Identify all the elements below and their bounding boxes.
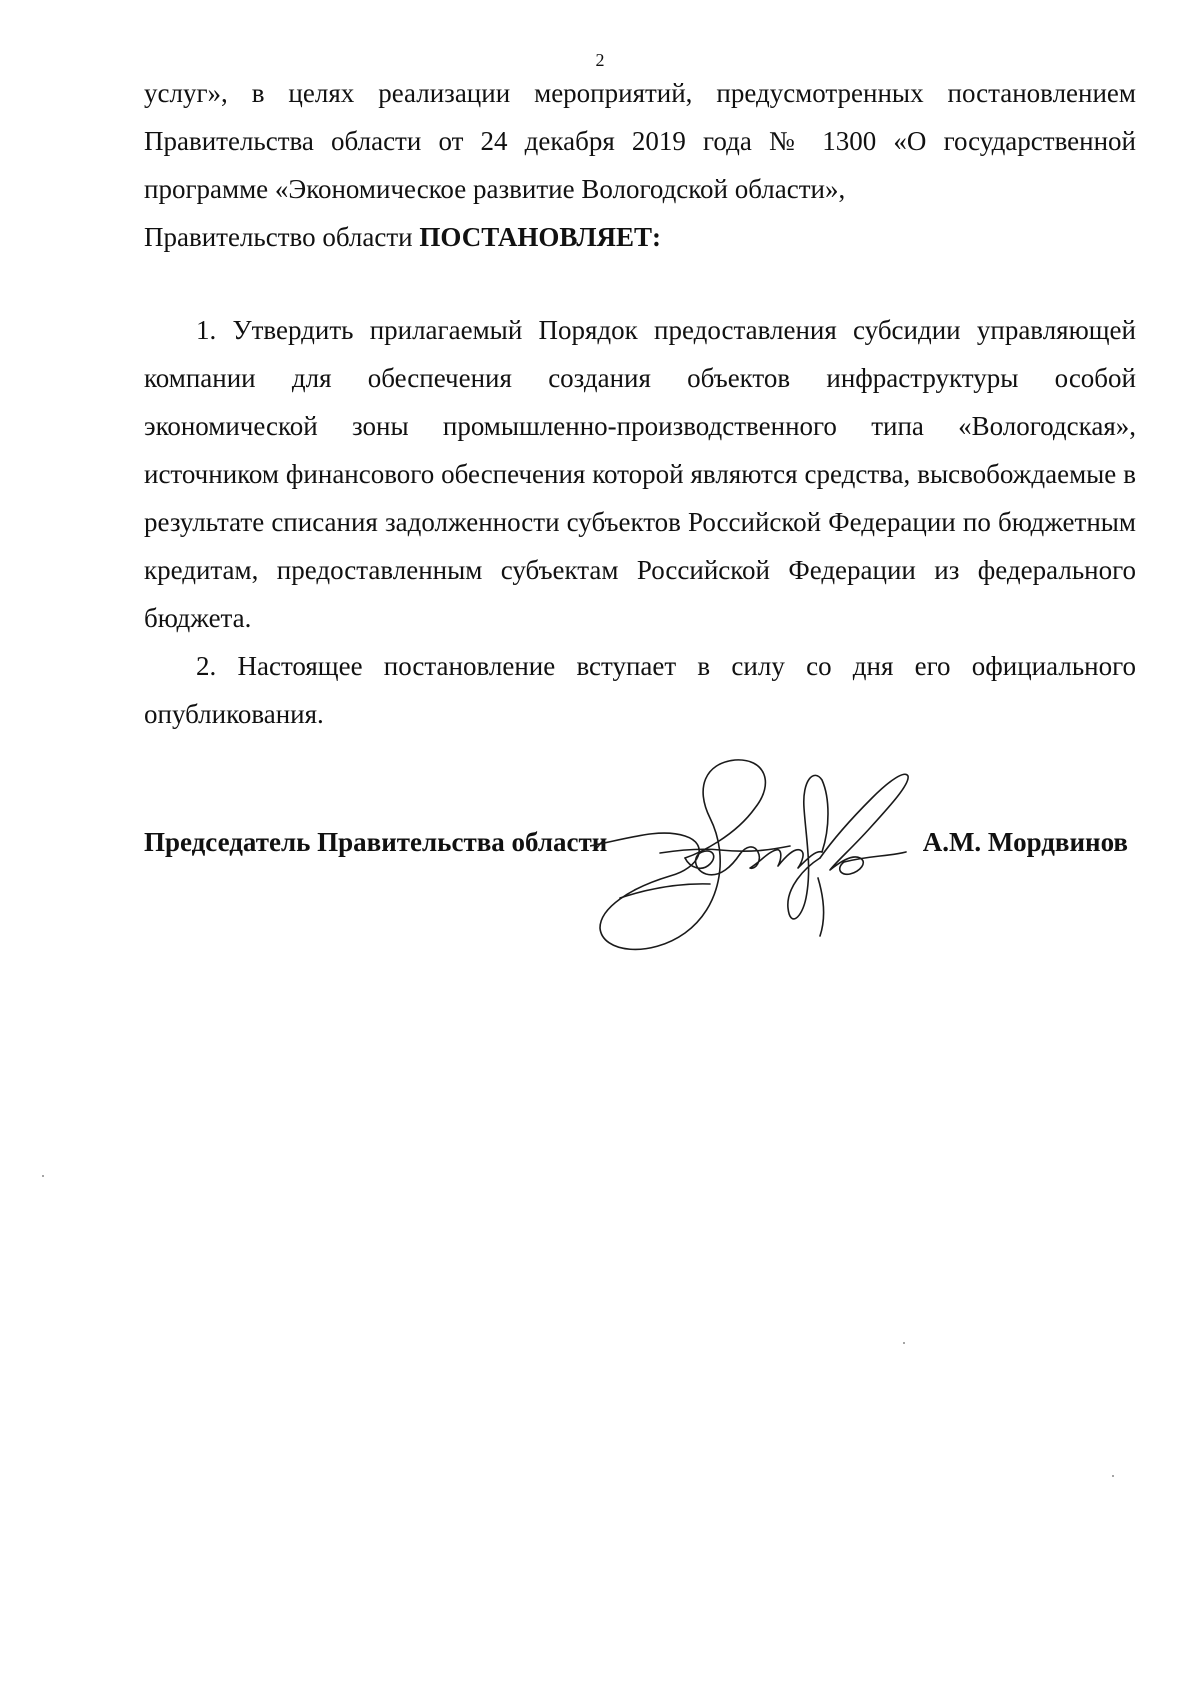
- resolution-line: [144, 213, 1136, 261]
- scan-speck: [1112, 1475, 1114, 1477]
- handwritten-signature: [590, 758, 950, 958]
- scan-speck: [42, 1175, 44, 1177]
- clause-2: 2. Настоящее постановление вступает в силу со дня его официального опубликования.: [144, 651, 1136, 729]
- preamble-paragraph: услуг», в целях реализации мероприятий, предусмотренных постановлением Правительства области от 24 декабря 2019 года № 1300 «О государственной программе «Экономическое развитие Вологодской области»,: [144, 78, 1136, 204]
- document-body: [144, 69, 1136, 738]
- paragraph-spacer: [144, 261, 1136, 306]
- scan-speck: [903, 1342, 905, 1344]
- page-number: 2: [595, 50, 605, 70]
- signer-name: А.М. Мордвинов: [922, 827, 1128, 857]
- signer-position: Председатель Правительства области: [144, 827, 608, 857]
- resolution-lead-text: Правительство области: [144, 222, 420, 252]
- resolution-keyword: ПОСТАНОВЛЯЕТ:: [419, 222, 661, 252]
- clause-1: 1. Утвердить прилагаемый Порядок предоставления субсидии управляющей компании для обеспечения создания объектов инфраструктуры особой экономической зоны промышленно-производственного типа «Вологодская», источником финансового обеспечения которой являются средства, высвобождаемые в результате списания задолженности субъектов Российской Федерации по бюджетным кредитам, предоставленным субъектам Российской Федерации из федерального бюджета.: [144, 315, 1136, 633]
